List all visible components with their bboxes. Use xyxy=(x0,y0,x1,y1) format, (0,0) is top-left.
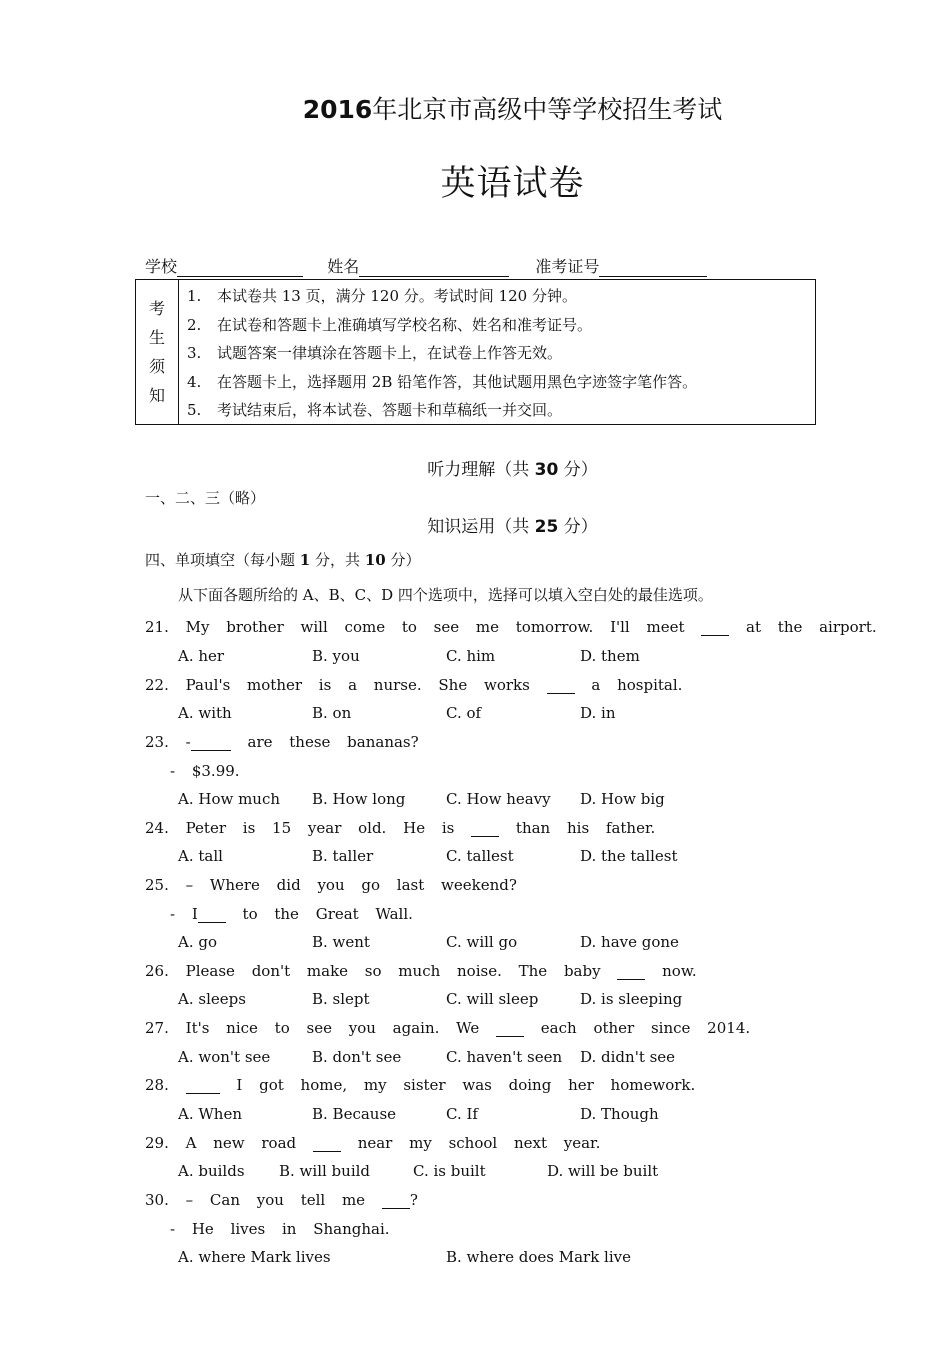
exam-subtitle: 英语试卷 xyxy=(440,164,585,204)
question-28: 28. I got home, my sister was doing her homework. xyxy=(145,1076,696,1094)
skipped-parts: 一、二、三（略） xyxy=(145,489,266,507)
option-b[interactable]: B. don't see xyxy=(312,1048,402,1066)
option-b[interactable]: B. you xyxy=(312,647,360,665)
answer-blank[interactable] xyxy=(617,963,645,980)
notice-label: 考 生 须 知 xyxy=(136,280,179,424)
option-a[interactable]: A. her xyxy=(178,647,225,665)
part4-heading: 四、单项填空（每小题 1 分，共 10 分） xyxy=(145,551,421,569)
answer-blank[interactable] xyxy=(701,619,729,636)
notice-box xyxy=(135,279,816,425)
answer-blank[interactable] xyxy=(313,1135,341,1152)
question-26: 26. Please don't make so much noise. The baby now. xyxy=(145,962,697,980)
knowledge-heading: 知识运用（共 25 分） xyxy=(427,517,598,537)
notice-item: 3. 试题答案一律填涂在答题卡上，在试卷上作答无效。 xyxy=(187,344,563,363)
option-a[interactable]: A. go xyxy=(178,933,218,951)
notice-item: 2. 在试卷和答题卡上准确填写学校名称、姓名和准考证号。 xyxy=(187,315,593,334)
question-23: 23. - are these bananas? xyxy=(145,733,419,751)
question-24: 24. Peter is 15 year old. He is than his father. xyxy=(145,819,656,837)
option-a[interactable]: A. How much xyxy=(178,790,281,808)
question-29: 29. A new road near my school next year. xyxy=(145,1134,601,1152)
school-label: 学校 xyxy=(145,257,178,276)
option-d[interactable]: D. will be built xyxy=(547,1162,659,1180)
instruction: 从下面各题所给的 A、B、C、D 四个选项中，选择可以填入空白处的最佳选项。 xyxy=(178,586,713,604)
option-b[interactable]: B. How long xyxy=(312,790,406,808)
question-25: 25. – Where did you go last weekend? xyxy=(145,876,517,894)
option-d[interactable]: D. them xyxy=(580,647,640,665)
answer-blank[interactable] xyxy=(471,820,499,837)
question-30: 30. – Can you tell me ? xyxy=(145,1191,418,1209)
option-d[interactable]: D. in xyxy=(580,704,616,722)
exam-title: 2016年北京市高级中等学校招生考试 xyxy=(302,95,723,124)
option-c[interactable]: C. will sleep xyxy=(446,990,539,1008)
notice-item: 5. 考试结束后，将本试卷、答题卡和草稿纸一并交回。 xyxy=(187,401,563,420)
option-a[interactable]: A. where Mark lives xyxy=(178,1248,331,1266)
listening-heading: 听力理解（共 30 分） xyxy=(427,460,598,480)
option-a[interactable]: A. builds xyxy=(178,1162,245,1180)
option-b[interactable]: B. went xyxy=(312,933,370,951)
answer-blank[interactable] xyxy=(186,1077,220,1094)
option-c[interactable]: C. will go xyxy=(446,933,518,951)
question-27: 27. It's nice to see you again. We each other since 2014. xyxy=(145,1019,751,1037)
school-blank[interactable] xyxy=(177,258,303,277)
option-c[interactable]: C. haven't seen xyxy=(446,1048,563,1066)
option-a[interactable]: A. with xyxy=(178,704,232,722)
option-b[interactable]: B. where does Mark live xyxy=(446,1248,632,1266)
option-c[interactable]: C. How heavy xyxy=(446,790,551,808)
option-a[interactable]: A. When xyxy=(178,1105,242,1123)
answer-blank[interactable] xyxy=(547,677,575,694)
option-c[interactable]: C. him xyxy=(446,647,496,665)
exam-id-blank[interactable] xyxy=(599,258,707,277)
option-b[interactable]: B. Because xyxy=(312,1105,397,1123)
option-b[interactable]: B. will build xyxy=(279,1162,371,1180)
option-b[interactable]: B. slept xyxy=(312,990,370,1008)
question-25-reply: - I to the Great Wall. xyxy=(170,905,413,923)
name-label: 姓名 xyxy=(327,257,360,276)
question-21: 21. My brother will come to see me tomorrow. I'll meet at the airport. xyxy=(145,618,877,636)
name-blank[interactable] xyxy=(359,258,509,277)
answer-blank[interactable] xyxy=(496,1020,524,1037)
option-b[interactable]: B. on xyxy=(312,704,352,722)
answer-blank[interactable] xyxy=(382,1192,410,1209)
option-d[interactable]: D. the tallest xyxy=(580,847,678,865)
question-30-reply: - He lives in Shanghai. xyxy=(170,1220,390,1238)
option-d[interactable]: D. Though xyxy=(580,1105,659,1123)
candidate-fields xyxy=(145,254,707,277)
option-c[interactable]: C. If xyxy=(446,1105,478,1123)
notice-item: 4. 在答题卡上，选择题用 2B 铅笔作答，其他试题用黑色字迹签字笔作答。 xyxy=(187,372,698,391)
option-c[interactable]: C. is built xyxy=(413,1162,486,1180)
option-d[interactable]: D. have gone xyxy=(580,933,679,951)
option-b[interactable]: B. taller xyxy=(312,847,374,865)
option-a[interactable]: A. sleeps xyxy=(178,990,246,1008)
notice-item: 1. 本试卷共 13 页，满分 120 分。考试时间 120 分钟。 xyxy=(187,287,577,305)
question-22: 22. Paul's mother is a nurse. She works a hospital. xyxy=(145,676,683,694)
option-c[interactable]: C. tallest xyxy=(446,847,514,865)
option-d[interactable]: D. didn't see xyxy=(580,1048,676,1066)
answer-blank[interactable] xyxy=(191,734,231,751)
option-a[interactable]: A. won't see xyxy=(178,1048,271,1066)
option-d[interactable]: D. How big xyxy=(580,790,665,808)
option-a[interactable]: A. tall xyxy=(178,847,223,865)
notice-list xyxy=(179,280,815,424)
exam-id-label: 准考证号 xyxy=(535,257,600,276)
question-23-reply: - $3.99. xyxy=(170,762,240,780)
option-d[interactable]: D. is sleeping xyxy=(580,990,683,1008)
option-c[interactable]: C. of xyxy=(446,704,482,722)
answer-blank[interactable] xyxy=(198,906,226,923)
